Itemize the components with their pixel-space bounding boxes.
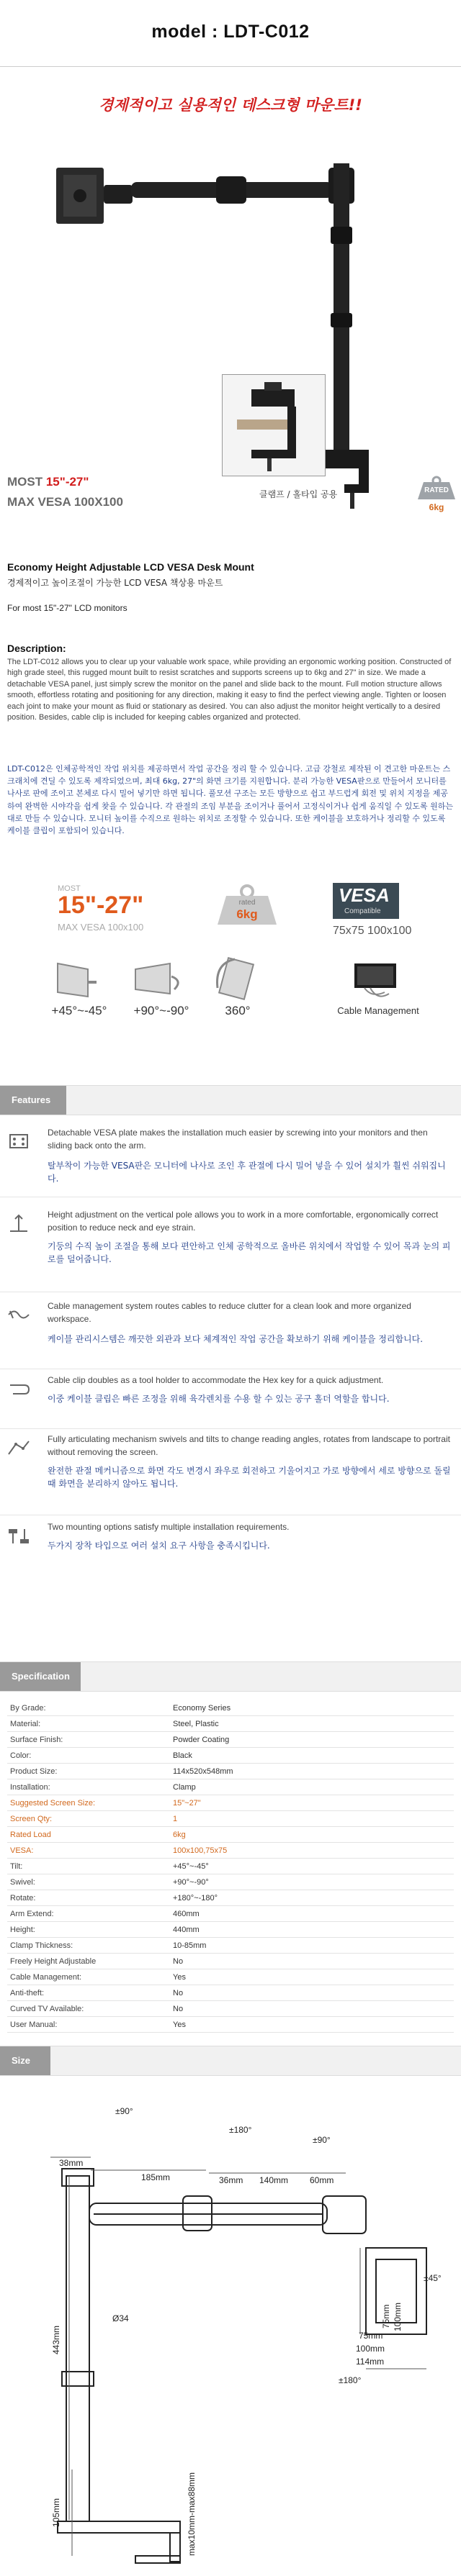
dim-100a: 100mm [393, 2302, 403, 2331]
spec-value: 100x100,75x75 [170, 1843, 454, 1859]
spec-key: Color: [7, 1748, 170, 1764]
spec-value: +180°~-180° [170, 1890, 454, 1906]
icon-rated-label: rated [238, 899, 256, 907]
dim-105: 105mm [51, 2498, 61, 2527]
specification-section-bar [0, 1661, 461, 1692]
spec-value: 440mm [170, 1922, 454, 1938]
spec-key: Rotate: [7, 1890, 170, 1906]
icon-most-label: MOST [58, 884, 81, 893]
dim-60: 60mm [310, 2175, 334, 2185]
feature-en: Detachable VESA plate makes the installation much easier by screwing into your monitors and then sliding back onto the arm. [48, 1128, 428, 1151]
spec-key: Clamp Thickness: [7, 1938, 170, 1954]
spec-value: 460mm [170, 1906, 454, 1922]
rated-load-icon [216, 883, 278, 932]
spec-value: +45°~-45° [170, 1859, 454, 1874]
cable-management-icon [350, 959, 400, 1002]
spec-row [7, 1985, 454, 2001]
spec-key: Tilt: [7, 1859, 170, 1874]
cable-management-icon [7, 1305, 30, 1324]
spec-table [7, 1700, 454, 2033]
feature-ko: 완전한 관절 메커니즘으로 화면 각도 변경시 좌우로 회전하고 기울어지고 가로 방향에서 세로 방향으로 돌릴때 화면을 분리하지 않아도 됩니다. [48, 1466, 451, 1489]
description-en: The LDT-C012 allows you to clear up your valuable work space, while providing an ergonomic working position. Constructed of high grade steel, this rugged mount built to resist scratches and supports screens up to 6kg and 27" in size. We made a detachable VESA panel, just simply screw the monitor on the panel and slide back to the mount. Full motion structure allows smooth, effortless rotating and positioning for any direction, making it easy to find the perfect viewing angle. Tighten or loosen each joint to make your mount as fluid or stationary as desired. You can also adjust the monitor height vertically to a desired position. Besides, cable clip is included for keeping cables organized and protected. [7, 658, 452, 722]
tab-features: Features [0, 1086, 66, 1115]
spec-key: Arm Extend: [7, 1906, 170, 1922]
most-size-icon [55, 884, 163, 935]
vesa-compatible-text: Compatible [344, 907, 381, 915]
clamp-detail-icon [223, 375, 325, 476]
spec-row [7, 1779, 454, 1795]
swivel-label: +90°~-90° [133, 1004, 189, 1017]
model-header [0, 0, 461, 67]
spec-row [7, 1732, 454, 1748]
dim-38: 38mm [59, 2158, 84, 2168]
spec-row [7, 1811, 454, 1827]
spec-key: Cable Management: [7, 1969, 170, 1985]
rotate-angle: ±180° [339, 2375, 362, 2385]
description-heading: Description: [7, 643, 66, 654]
dim-100b: 100mm [356, 2344, 385, 2354]
size-diagram [0, 2095, 461, 2576]
icon-size-label: 15"-27" [58, 892, 144, 919]
tilt-icon [50, 961, 101, 1001]
spec-value: Steel, Plastic [170, 1716, 454, 1732]
model-title: model : LDT-C012 [151, 22, 310, 42]
rotate-label: 360° [225, 1004, 251, 1017]
spec-key: Product Size: [7, 1764, 170, 1779]
feature-ko: 두가지 장착 타입으로 여러 설치 요구 사항을 충족시킵니다. [48, 1541, 270, 1551]
spec-value: 114x520x548mm [170, 1764, 454, 1779]
spec-row [7, 2017, 454, 2033]
description-ko: LDT-C012은 인체공학적인 작업 위치를 제공하면서 작업 공간을 정리 할 수 있습니다. 고급 강철로 제작된 이 견고한 마운트는 스크래치에 견딜 수 있도록 제작되었으며, 최대 6kg, 27"의 화면 크기를 지원합니다. 분리 가능한 VESA판으로 만들어서 모니터를 나사로 판에 조이고 본체로 다시 밀어 넣기만 하면 됩니다. 풀모션 구조는 모든 방향으로 쉽고 부드럽게 회전 및 위치 지정을 제공하여 완벽한 시야각을 쉽게 찾을 수 있습니다. 각 관절의 조임 부분을 조이거나 풀어서 고정식이거나 쉽게 움직일 수 있도록 원하는대로 만들 수 있습니다. 모니터 높이를 수직으로 원하는 위치로 조정할 수 있습니다. 또한 케이블을 보호하거나 정리할 수 있도록 케이블 클립이 포함되어 있습니다. [7, 764, 453, 836]
spec-key: Anti-theft: [7, 1985, 170, 2001]
feature-item [0, 1208, 461, 1292]
spec-value: Clamp [170, 1779, 454, 1795]
spec-key: Screen Qty: [7, 1811, 170, 1827]
spec-row [7, 1764, 454, 1779]
spec-row [7, 1938, 454, 1954]
spec-row [7, 1922, 454, 1938]
spec-row [7, 1906, 454, 1922]
spec-value: Yes [170, 1969, 454, 1985]
clamp-inset-image [222, 374, 326, 476]
badge-weight-text: 6kg [429, 502, 444, 512]
spec-key: Suggested Screen Size: [7, 1795, 170, 1811]
feature-item [0, 1374, 461, 1429]
vesa-compat-icon [333, 883, 419, 948]
feature-ko: 케이블 관리시스템은 깨끗한 외관과 보다 체계적인 작업 공간을 확보하기 위해 케이블을 정리합니다. [48, 1334, 424, 1344]
feature-ko: 이중 케이블 클립은 빠른 조정을 위해 육각렌치를 수용 할 수 있는 공구 홀더 역할을 합니다. [48, 1394, 390, 1404]
spec-value: Black [170, 1748, 454, 1764]
vesa-plate-icon [7, 1132, 30, 1151]
feature-en: Cable management system routes cables to reduce clutter for a clean look and more organized workspace. [48, 1301, 411, 1324]
feature-item [0, 1433, 461, 1515]
spec-key: Rated Load [7, 1827, 170, 1843]
spec-value: No [170, 1954, 454, 1969]
spec-row [7, 1748, 454, 1764]
spec-key: Height: [7, 1922, 170, 1938]
spec-row [7, 1874, 454, 1890]
dim-185: 185mm [141, 2172, 171, 2182]
max-vesa-label: MAX VESA 100X100 [7, 495, 123, 509]
feature-en: Fully articulating mechanism swivels and tilts to change reading angles, rotates from landscape to portrait without removing the screen. [48, 1434, 450, 1457]
cable-label: Cable Management [337, 1005, 419, 1016]
spec-value: Economy Series [170, 1700, 454, 1716]
dim-75b: 75mm [359, 2331, 383, 2341]
most-size-value: 15"-27" [45, 475, 89, 489]
product-title: Economy Height Adjustable LCD VESA Desk Mount [7, 561, 254, 573]
feature-icons-row [0, 874, 461, 1025]
clamp-hole-label: 클램프 / 홀타입 공용 [259, 489, 338, 499]
dim-75a: 75mm [381, 2304, 391, 2328]
badge-rated-text: RATED [424, 486, 449, 494]
rot-label-2: ±180° [229, 2125, 252, 2135]
spec-value: 1 [170, 1811, 454, 1827]
spec-key: Material: [7, 1716, 170, 1732]
vesa-logo-text: VESA [339, 884, 390, 906]
feature-ko: 탈부착이 가능한 VESA판은 모니터에 나사로 조인 후 관절에 다시 밀어 넣을 수 있어 설치가 훨씬 쉬워집니다. [48, 1161, 446, 1184]
spec-row [7, 1890, 454, 1906]
vesa-dims-text: 75x75 100x100 [333, 925, 412, 937]
pole-diameter: Ø34 [112, 2313, 129, 2323]
rot-label-1: ±90° [115, 2106, 133, 2116]
mounting-options-icon [7, 1526, 30, 1545]
most-size-label [7, 475, 89, 489]
height-adjust-icon [7, 1214, 30, 1233]
feature-ko: 기둥의 수직 높이 조절을 통해 보다 편안하고 인체 공학적으로 올바른 위치에서 작업할 수 있어 목과 눈의 피로를 덜어줍니다. [48, 1241, 451, 1264]
feature-item [0, 1126, 461, 1197]
cable-clip-icon [7, 1379, 30, 1398]
feature-en: Cable clip doubles as a tool holder to accommodate the Hex key for a quick adjustment. [48, 1375, 384, 1385]
spec-row [7, 2001, 454, 2017]
spec-key: By Grade: [7, 1700, 170, 1716]
tilt-angle: ±45° [424, 2273, 442, 2283]
spec-value: 15"~27" [170, 1795, 454, 1811]
rated-weight-badge [416, 475, 457, 515]
spec-key: Curved TV Available: [7, 2001, 170, 2017]
feature-en: Height adjustment on the vertical pole allows you to work in a more comfortable, ergonomically correct position to reduce neck and eye strain. [48, 1210, 439, 1233]
most-prefix: MOST [7, 475, 46, 489]
feature-en: Two mounting options satisfy multiple installation requirements. [48, 1522, 290, 1532]
spec-key: Freely Height Adjustable [7, 1954, 170, 1969]
spec-value: No [170, 1985, 454, 2001]
articulating-arm-icon [7, 1438, 30, 1457]
tab-specification: Specification [0, 1662, 81, 1691]
spec-row [7, 1827, 454, 1843]
size-section-bar [0, 2046, 461, 2076]
spec-value: Powder Coating [170, 1732, 454, 1748]
spec-value: No [170, 2001, 454, 2017]
spec-row [7, 1700, 454, 1716]
spec-key: Surface Finish: [7, 1732, 170, 1748]
dim-36: 36mm [219, 2175, 243, 2185]
feature-item [0, 1520, 461, 1571]
spec-key: Installation: [7, 1779, 170, 1795]
dim-443: 443mm [51, 2325, 61, 2354]
icon-weight-label: 6kg [236, 907, 258, 921]
spec-row [7, 1795, 454, 1811]
spec-value: +90°~-90° [170, 1874, 454, 1890]
spec-value: 6kg [170, 1827, 454, 1843]
swivel-icon [130, 961, 187, 1001]
product-title-block [7, 561, 454, 613]
spec-key: VESA: [7, 1843, 170, 1859]
product-subtitle-ko: 경제적이고 높이조절이 가능한 LCD VESA 책상용 마운트 [7, 578, 223, 588]
features-section-bar [0, 1085, 461, 1115]
spec-value: 10-85mm [170, 1938, 454, 1954]
spec-row [7, 1716, 454, 1732]
feature-item [0, 1300, 461, 1369]
spec-key: Swivel: [7, 1874, 170, 1890]
tab-size: Size [0, 2046, 50, 2075]
icon-vesa-sub: MAX VESA 100x100 [58, 922, 144, 933]
rot-label-3: ±90° [313, 2135, 331, 2145]
spec-row [7, 1954, 454, 1969]
spec-row [7, 1969, 454, 1985]
dim-114: 114mm [356, 2357, 385, 2367]
dim-140: 140mm [259, 2175, 289, 2185]
spec-row [7, 1859, 454, 1874]
rotate-icon [213, 956, 261, 1002]
product-fits: For most 15"-27" LCD monitors [7, 603, 127, 613]
spec-key: User Manual: [7, 2017, 170, 2033]
spec-value: Yes [170, 2017, 454, 2033]
tilt-label: +45°~-45° [51, 1004, 107, 1017]
slogan: 경제적이고 실용적인 데스크형 마운트!! [99, 96, 362, 114]
spec-row [7, 1843, 454, 1859]
clamp-range: max10mm-max88mm [187, 2472, 197, 2556]
